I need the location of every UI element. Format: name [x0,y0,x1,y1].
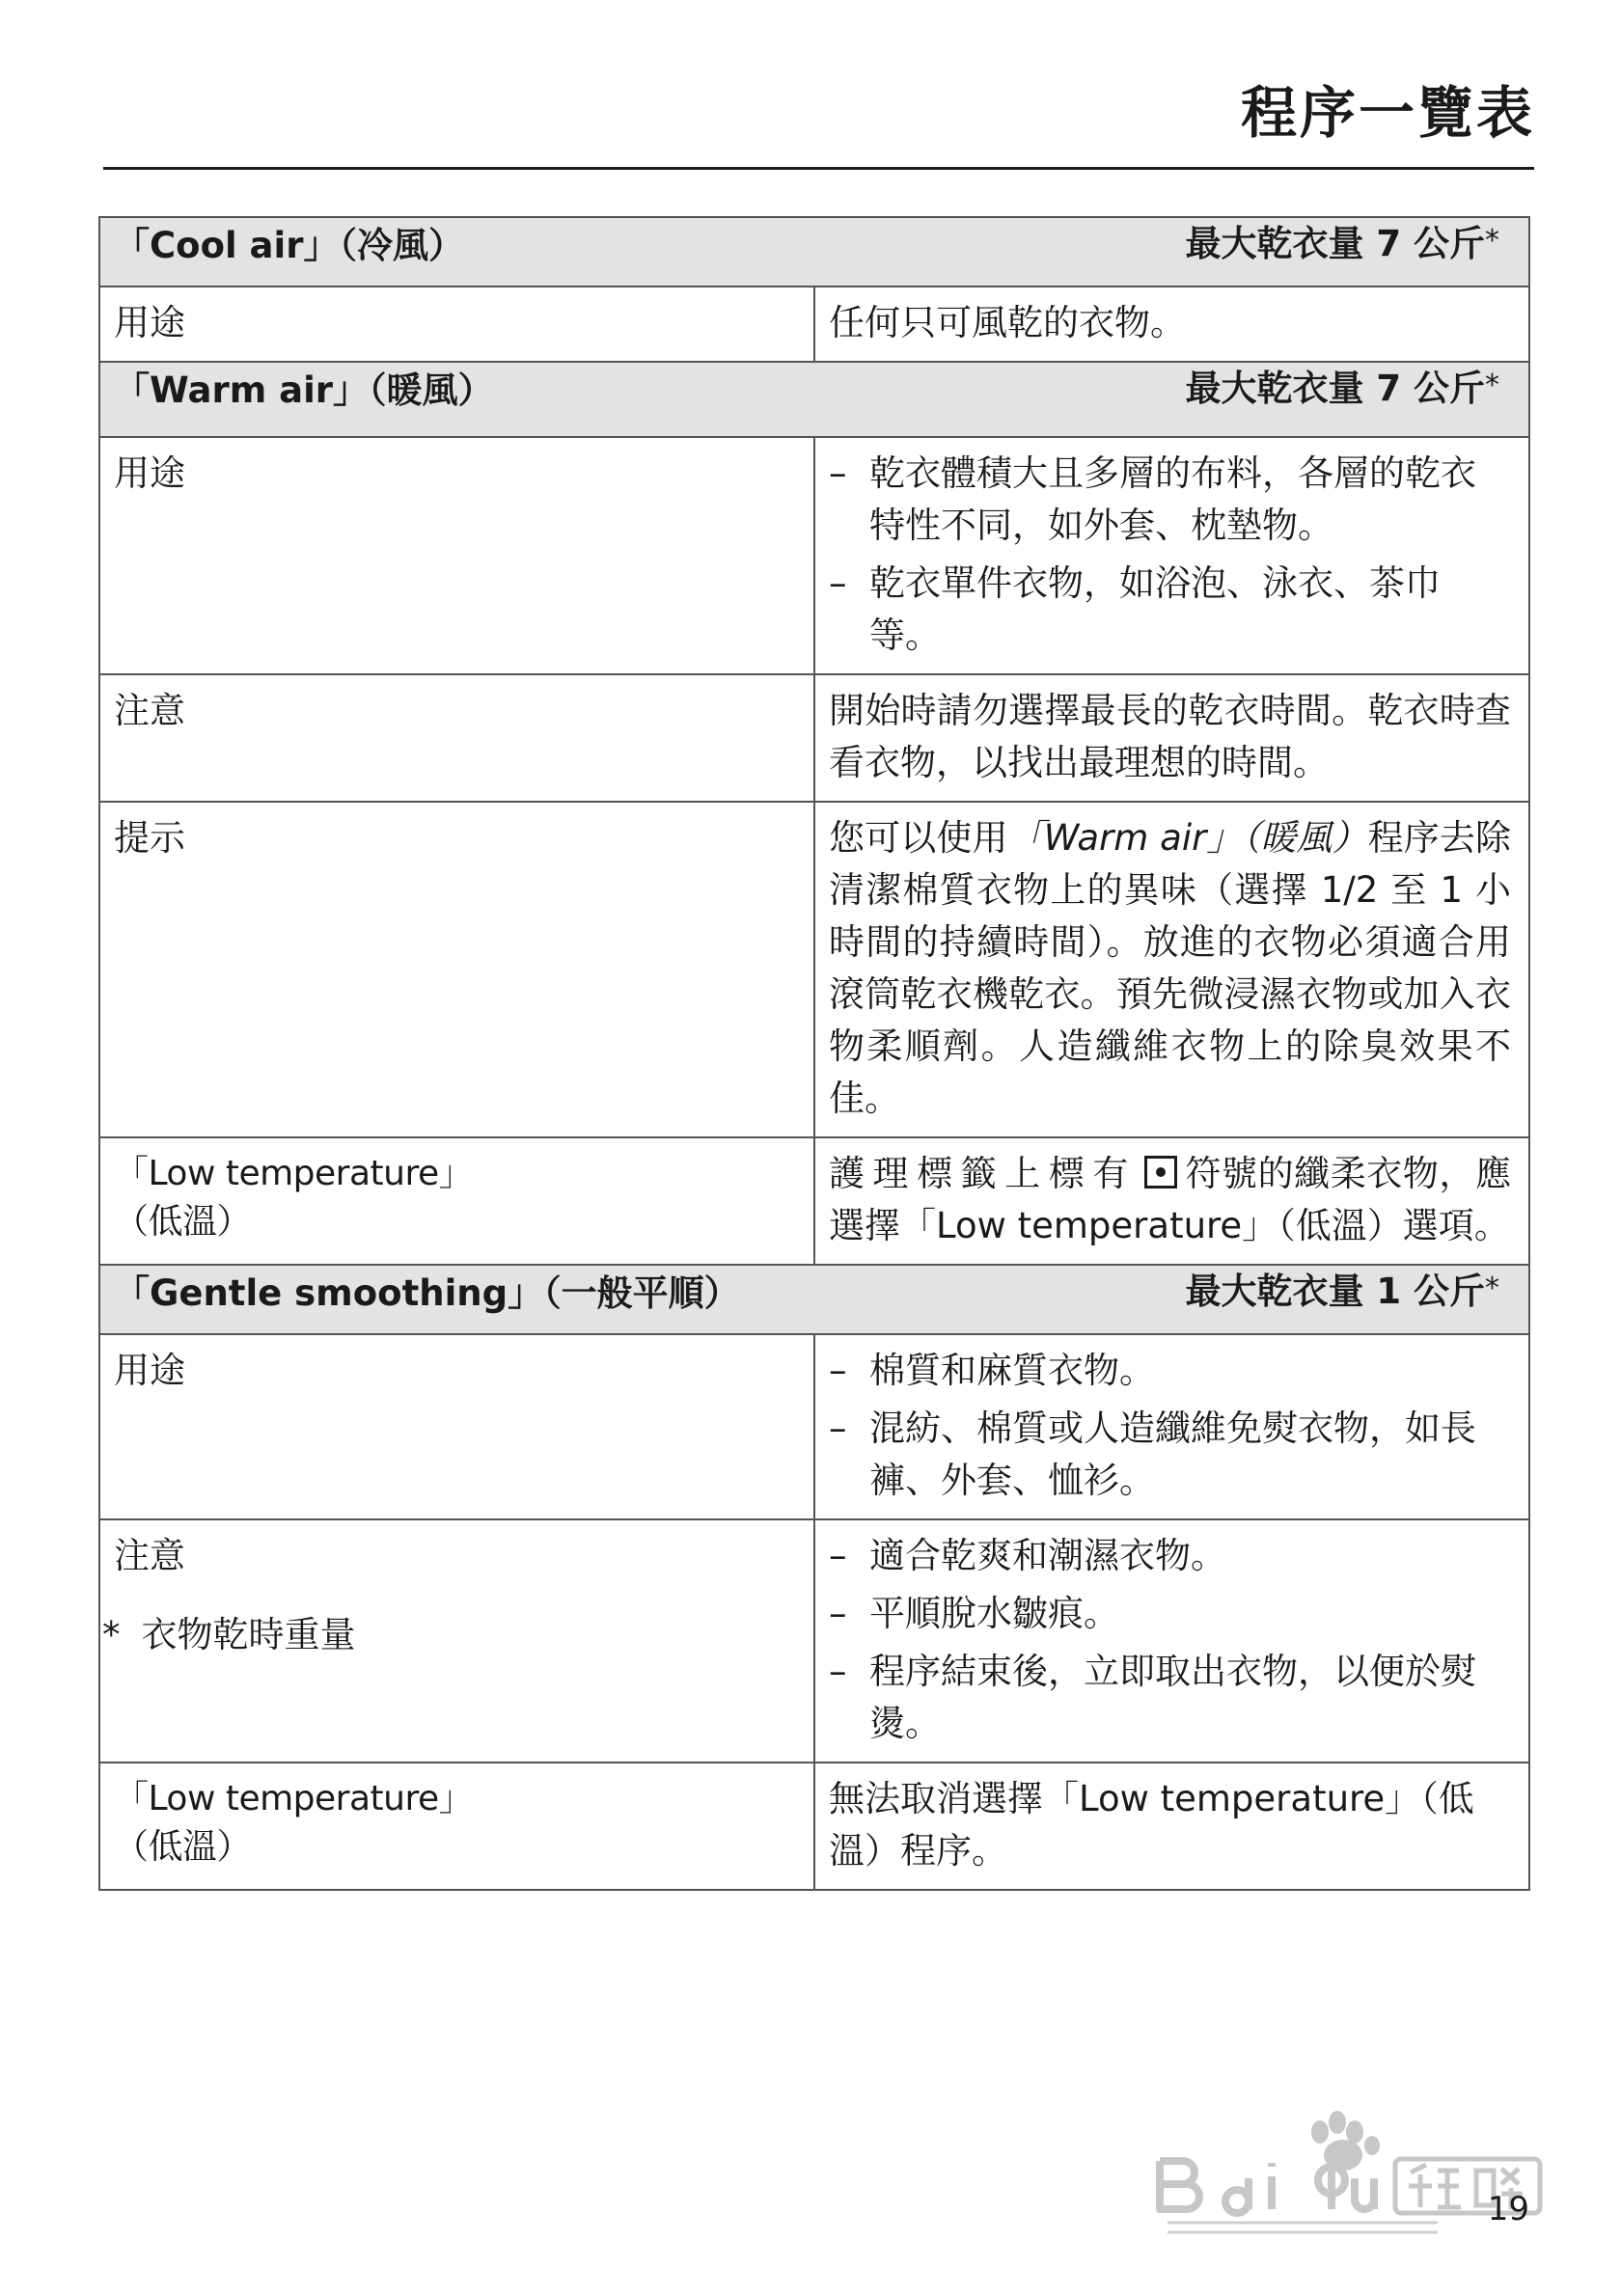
program-name-italic: 「Warm air」（暖風） [1007,817,1368,859]
page-number: 19 [1487,2190,1529,2228]
row-label: 用途 [99,437,814,674]
table-row [99,1334,1529,1519]
table-row [99,287,1529,362]
table-row [99,674,1529,802]
table-row [99,1763,1529,1890]
page-title: 程序一覽表 [1240,80,1535,146]
row-label: 「Low temperature」 （低溫） [99,1763,814,1890]
section-title: 「Warm air」（暖風） [114,369,494,411]
row-label: 用途 [99,287,814,362]
list-item: – 棉質和麻質衣物。 [829,1350,1155,1391]
row-label: 注意 [99,674,814,802]
row-content: 護理標籤上標有 符號的纖柔衣物，應選擇「Low temperature」（低溫）選項。 [814,1137,1529,1265]
section-header-cool-air [99,217,1529,287]
row-label: 提示 [99,802,814,1137]
list-item: – 乾衣體積大且多層的布料，各層的乾衣特性不同，如外套、枕墊物。 [829,452,1476,546]
table-row [99,437,1529,674]
max-load: 最大乾衣量 1 公斤* [1185,1271,1499,1312]
row-label: 用途 [99,1334,814,1519]
row-content: 任何只可風乾的衣物。 [814,287,1529,362]
table-row [99,802,1529,1137]
section-header-warm-air [99,362,1529,437]
section-header-gentle-smoothing [99,1265,1529,1334]
table-row [99,1137,1529,1265]
row-content: 無法取消選擇「Low temperature」（低溫）程序。 [814,1763,1529,1890]
row-label: 「Low temperature」 （低溫） [99,1137,814,1265]
section-title: 「Cool air」（冷風） [114,224,464,266]
list-item: – 混紡、棉質或人造纖維免熨衣物，如長褲、外套、恤衫。 [829,1408,1476,1501]
footnote: * 衣物乾時重量 [102,1614,356,1655]
row-label: 注意 [99,1519,814,1763]
list-item: – 乾衣單件衣物，如浴泡、泳衣、茶巾等。 [829,562,1441,656]
row-content [814,1334,1529,1519]
row-content [814,1519,1529,1763]
max-load: 最大乾衣量 7 公斤* [1185,368,1499,409]
row-content: 開始時請勿選擇最長的乾衣時間。乾衣時查看衣物，以找出最理想的時間。 [814,674,1529,802]
row-content [814,437,1529,674]
list-item: – 程序結束後，立即取出衣物，以便於熨燙。 [829,1651,1476,1744]
max-load: 最大乾衣量 7 公斤* [1185,223,1499,264]
low-heat-dryer-symbol-icon [1144,1156,1177,1189]
list-item: – 適合乾爽和潮濕衣物。 [829,1535,1226,1576]
title-rule [103,167,1534,170]
list-item: – 平順脫水皺痕。 [829,1593,1119,1634]
row-content: 您可以使用「Warm air」（暖風）程序去除清潔棉質衣物上的異味（選擇 1/2 至 1 小時間的持續時間）。放進的衣物必須適合用滾筒乾衣機乾衣。預先微浸濕衣物或加入衣物柔順劑。人造纖維衣物上的除臭效果不佳。 [814,802,1529,1137]
section-title: 「Gentle smoothing」（一般平順） [114,1271,740,1314]
